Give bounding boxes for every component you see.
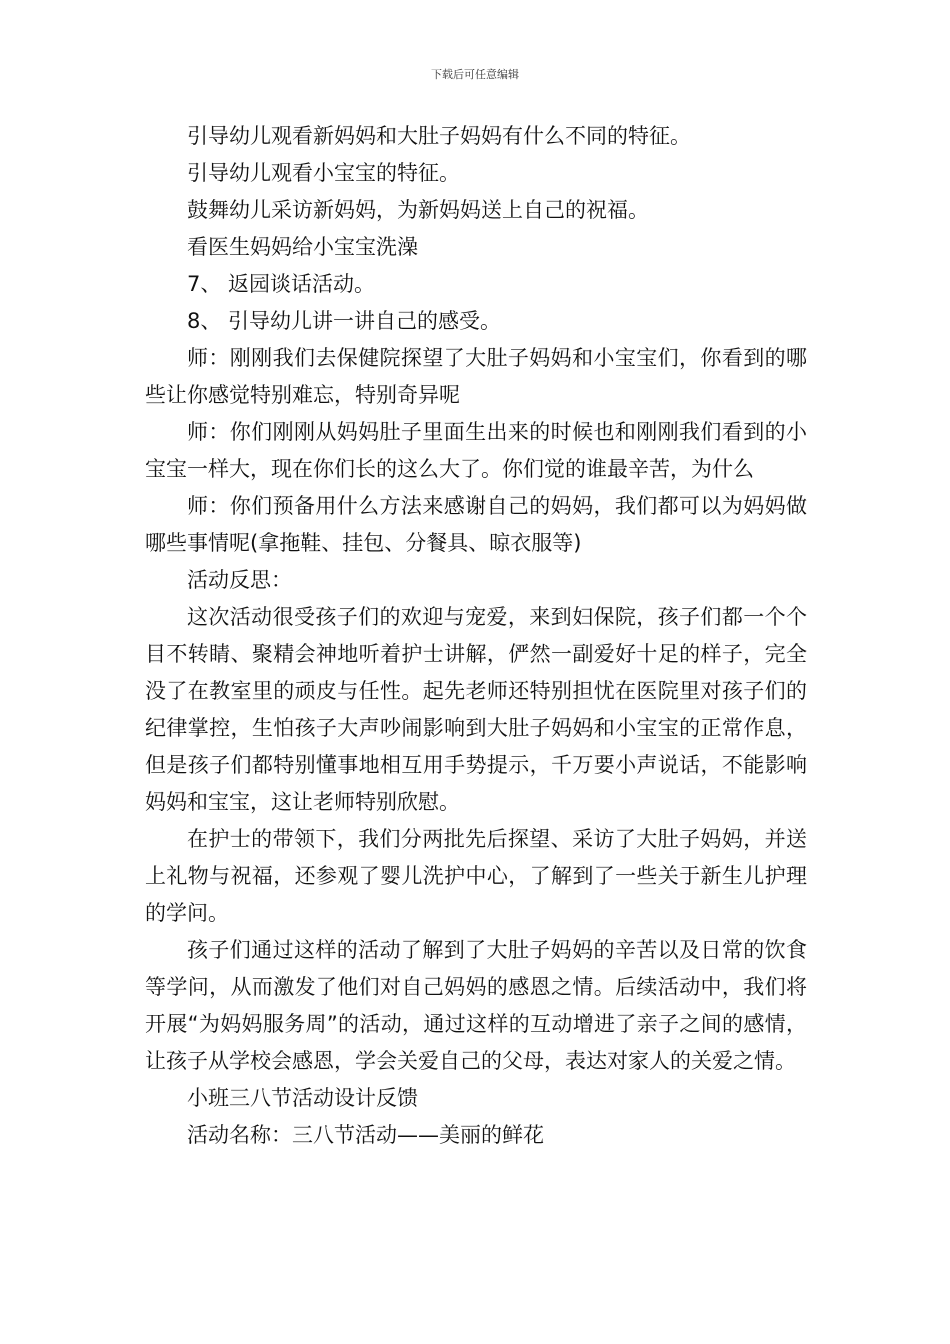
paragraph-2: 引导幼儿观看小宝宝的特征。 xyxy=(187,161,460,185)
paragraph-4: 看医生妈妈给小宝宝洗澡 xyxy=(187,235,418,259)
document-body xyxy=(145,118,807,1154)
paragraph-15: 活动名称：三八节活动——美丽的鲜花 xyxy=(187,1123,544,1147)
paragraph-1: 引导幼儿观看新妈妈和大肚子妈妈有什么不同的特征。 xyxy=(187,124,691,148)
paragraph-13: 孩子们通过这样的活动了解到了大肚子妈妈的辛苦以及日常的饮食等学问，从而激发了他们对自己妈妈的感恩之情。后续活动中，我们将开展“为妈妈服务周”的活动，通过这样的互动增进了亲子之间的感情，让孩子从学校会感恩，学会关爱自己的父母，表达对家人的关爱之情。 xyxy=(145,938,807,1073)
paragraph-3: 鼓舞幼儿采访新妈妈，为新妈妈送上自己的祝福。 xyxy=(187,198,649,222)
page-header: 下载后可任意编辑 xyxy=(431,68,519,81)
paragraph-7: 师：刚刚我们去保健院探望了大肚子妈妈和小宝宝们，你看到的哪些让你感觉特别难忘，特别奇异呢 xyxy=(145,346,807,407)
paragraph-14: 小班三八节活动设计反馈 xyxy=(187,1086,418,1110)
paragraph-5: 7、 返园谈话活动。 xyxy=(187,272,376,296)
paragraph-6: 8、 引导幼儿讲一讲自己的感受。 xyxy=(187,309,502,333)
paragraph-9: 师：你们预备用什么方法来感谢自己的妈妈，我们都可以为妈妈做哪些事情呢(拿拖鞋、挂包、分餐具、晾衣服等) xyxy=(145,494,807,555)
paragraph-10: 活动反思： xyxy=(187,568,292,592)
paragraph-11: 这次活动很受孩子们的欢迎与宠爱，来到妇保院，孩子们都一个个目不转睛、聚精会神地听着护士讲解，俨然一副爱好十足的样子，完全没了在教室里的顽皮与任性。起先老师还特别担忧在医院里对孩子们的纪律掌控，生怕孩子大声吵闹影响到大肚子妈妈和小宝宝的正常作息，但是孩子们都特别懂事地相互用手势提示，千万要小声说话，不能影响妈妈和宝宝，这让老师特别欣慰。 xyxy=(145,605,807,814)
paragraph-12: 在护士的带领下，我们分两批先后探望、采访了大肚子妈妈，并送上礼物与祝福，还参观了婴儿洗护中心，了解到了一些关于新生儿护理的学问。 xyxy=(145,827,807,925)
paragraph-8: 师：你们刚刚从妈妈肚子里面生出来的时候也和刚刚我们看到的小宝宝一样大，现在你们长的这么大了。你们觉的谁最辛苦，为什么 xyxy=(145,420,807,481)
